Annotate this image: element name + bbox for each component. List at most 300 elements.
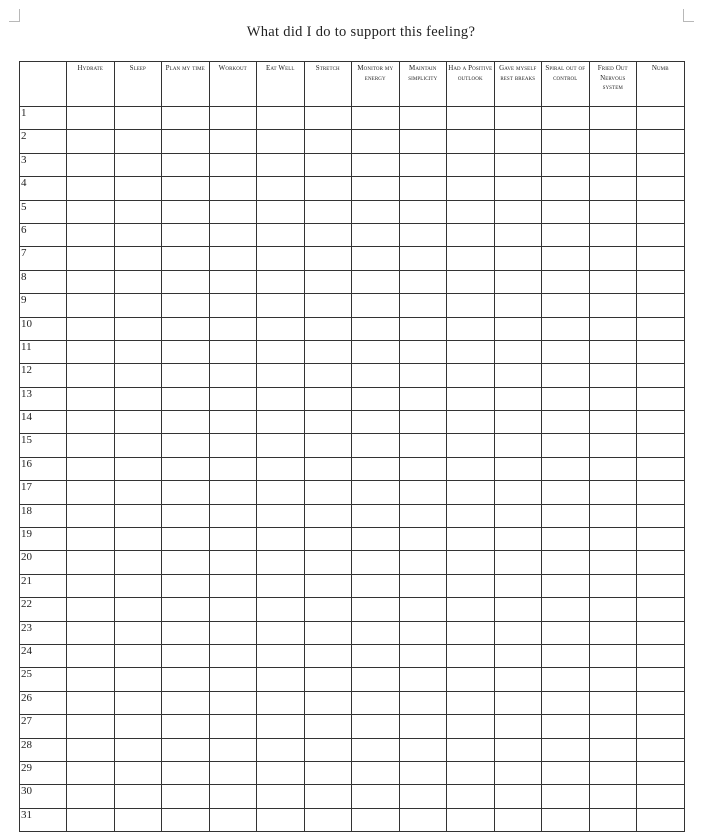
table-cell[interactable] bbox=[542, 551, 590, 574]
table-cell[interactable] bbox=[304, 481, 352, 504]
table-cell[interactable] bbox=[494, 644, 542, 667]
table-cell[interactable] bbox=[542, 738, 590, 761]
table-cell[interactable] bbox=[494, 808, 542, 831]
table-cell[interactable] bbox=[304, 715, 352, 738]
table-cell[interactable] bbox=[67, 785, 115, 808]
table-cell[interactable] bbox=[637, 153, 685, 176]
table-cell[interactable] bbox=[494, 130, 542, 153]
table-cell[interactable] bbox=[67, 247, 115, 270]
table-cell[interactable] bbox=[637, 504, 685, 527]
table-cell[interactable] bbox=[589, 247, 637, 270]
table-cell[interactable] bbox=[209, 364, 257, 387]
table-cell[interactable] bbox=[542, 364, 590, 387]
table-cell[interactable] bbox=[67, 130, 115, 153]
table-cell[interactable] bbox=[162, 340, 210, 363]
table-cell[interactable] bbox=[67, 644, 115, 667]
table-cell[interactable] bbox=[352, 785, 400, 808]
table-cell[interactable] bbox=[447, 340, 495, 363]
table-cell[interactable] bbox=[257, 738, 305, 761]
table-cell[interactable] bbox=[399, 200, 447, 223]
table-cell[interactable] bbox=[209, 294, 257, 317]
table-cell[interactable] bbox=[209, 551, 257, 574]
table-cell[interactable] bbox=[352, 340, 400, 363]
table-cell[interactable] bbox=[447, 153, 495, 176]
table-cell[interactable] bbox=[399, 317, 447, 340]
table-cell[interactable] bbox=[589, 457, 637, 480]
table-cell[interactable] bbox=[257, 644, 305, 667]
table-cell[interactable] bbox=[542, 644, 590, 667]
table-cell[interactable] bbox=[494, 317, 542, 340]
table-cell[interactable] bbox=[209, 785, 257, 808]
table-cell[interactable] bbox=[542, 598, 590, 621]
table-cell[interactable] bbox=[542, 785, 590, 808]
table-cell[interactable] bbox=[637, 107, 685, 130]
table-cell[interactable] bbox=[447, 785, 495, 808]
table-cell[interactable] bbox=[114, 177, 162, 200]
table-cell[interactable] bbox=[209, 761, 257, 784]
table-cell[interactable] bbox=[114, 364, 162, 387]
table-cell[interactable] bbox=[352, 457, 400, 480]
table-cell[interactable] bbox=[257, 340, 305, 363]
table-cell[interactable] bbox=[589, 200, 637, 223]
table-cell[interactable] bbox=[589, 340, 637, 363]
table-cell[interactable] bbox=[637, 317, 685, 340]
table-cell[interactable] bbox=[257, 715, 305, 738]
table-cell[interactable] bbox=[209, 340, 257, 363]
table-cell[interactable] bbox=[399, 153, 447, 176]
table-cell[interactable] bbox=[542, 223, 590, 246]
table-cell[interactable] bbox=[304, 528, 352, 551]
table-cell[interactable] bbox=[114, 153, 162, 176]
table-cell[interactable] bbox=[352, 153, 400, 176]
table-cell[interactable] bbox=[162, 808, 210, 831]
table-cell[interactable] bbox=[162, 621, 210, 644]
table-cell[interactable] bbox=[352, 761, 400, 784]
table-cell[interactable] bbox=[114, 200, 162, 223]
table-cell[interactable] bbox=[162, 434, 210, 457]
table-cell[interactable] bbox=[637, 130, 685, 153]
table-cell[interactable] bbox=[67, 317, 115, 340]
table-cell[interactable] bbox=[209, 574, 257, 597]
table-cell[interactable] bbox=[162, 598, 210, 621]
table-cell[interactable] bbox=[352, 364, 400, 387]
table-cell[interactable] bbox=[352, 270, 400, 293]
table-cell[interactable] bbox=[209, 153, 257, 176]
table-cell[interactable] bbox=[399, 434, 447, 457]
table-cell[interactable] bbox=[494, 364, 542, 387]
table-cell[interactable] bbox=[162, 528, 210, 551]
table-cell[interactable] bbox=[304, 457, 352, 480]
table-cell[interactable] bbox=[257, 411, 305, 434]
table-cell[interactable] bbox=[637, 621, 685, 644]
table-cell[interactable] bbox=[114, 761, 162, 784]
table-cell[interactable] bbox=[399, 761, 447, 784]
table-cell[interactable] bbox=[304, 247, 352, 270]
table-cell[interactable] bbox=[114, 340, 162, 363]
table-cell[interactable] bbox=[494, 270, 542, 293]
table-cell[interactable] bbox=[114, 270, 162, 293]
table-cell[interactable] bbox=[257, 177, 305, 200]
table-cell[interactable] bbox=[209, 457, 257, 480]
table-cell[interactable] bbox=[494, 177, 542, 200]
table-cell[interactable] bbox=[399, 387, 447, 410]
table-cell[interactable] bbox=[114, 621, 162, 644]
table-cell[interactable] bbox=[114, 504, 162, 527]
table-cell[interactable] bbox=[67, 738, 115, 761]
table-cell[interactable] bbox=[304, 294, 352, 317]
table-cell[interactable] bbox=[114, 528, 162, 551]
table-cell[interactable] bbox=[114, 715, 162, 738]
table-cell[interactable] bbox=[352, 294, 400, 317]
table-cell[interactable] bbox=[447, 434, 495, 457]
table-cell[interactable] bbox=[494, 340, 542, 363]
table-cell[interactable] bbox=[209, 715, 257, 738]
table-cell[interactable] bbox=[352, 200, 400, 223]
table-cell[interactable] bbox=[447, 644, 495, 667]
table-cell[interactable] bbox=[352, 528, 400, 551]
table-cell[interactable] bbox=[257, 808, 305, 831]
table-cell[interactable] bbox=[114, 294, 162, 317]
table-cell[interactable] bbox=[494, 551, 542, 574]
table-cell[interactable] bbox=[589, 761, 637, 784]
table-cell[interactable] bbox=[399, 715, 447, 738]
table-cell[interactable] bbox=[589, 738, 637, 761]
table-cell[interactable] bbox=[257, 504, 305, 527]
table-cell[interactable] bbox=[494, 153, 542, 176]
table-cell[interactable] bbox=[494, 504, 542, 527]
table-cell[interactable] bbox=[494, 481, 542, 504]
table-cell[interactable] bbox=[352, 691, 400, 714]
table-cell[interactable] bbox=[67, 504, 115, 527]
table-cell[interactable] bbox=[67, 177, 115, 200]
table-cell[interactable] bbox=[352, 411, 400, 434]
table-cell[interactable] bbox=[162, 270, 210, 293]
table-cell[interactable] bbox=[162, 130, 210, 153]
table-cell[interactable] bbox=[542, 434, 590, 457]
table-cell[interactable] bbox=[399, 270, 447, 293]
table-cell[interactable] bbox=[352, 177, 400, 200]
table-cell[interactable] bbox=[494, 247, 542, 270]
table-cell[interactable] bbox=[447, 808, 495, 831]
table-cell[interactable] bbox=[304, 668, 352, 691]
table-cell[interactable] bbox=[399, 340, 447, 363]
table-cell[interactable] bbox=[114, 668, 162, 691]
table-cell[interactable] bbox=[162, 644, 210, 667]
table-cell[interactable] bbox=[67, 200, 115, 223]
table-cell[interactable] bbox=[589, 528, 637, 551]
table-cell[interactable] bbox=[209, 528, 257, 551]
table-cell[interactable] bbox=[304, 411, 352, 434]
table-cell[interactable] bbox=[67, 551, 115, 574]
table-cell[interactable] bbox=[399, 598, 447, 621]
table-cell[interactable] bbox=[114, 691, 162, 714]
table-cell[interactable] bbox=[447, 574, 495, 597]
table-cell[interactable] bbox=[399, 691, 447, 714]
table-cell[interactable] bbox=[352, 668, 400, 691]
table-cell[interactable] bbox=[399, 481, 447, 504]
table-cell[interactable] bbox=[494, 223, 542, 246]
table-cell[interactable] bbox=[257, 574, 305, 597]
table-cell[interactable] bbox=[589, 574, 637, 597]
table-cell[interactable] bbox=[209, 691, 257, 714]
table-cell[interactable] bbox=[542, 411, 590, 434]
table-cell[interactable] bbox=[447, 200, 495, 223]
table-cell[interactable] bbox=[352, 621, 400, 644]
table-cell[interactable] bbox=[257, 528, 305, 551]
table-cell[interactable] bbox=[399, 294, 447, 317]
table-cell[interactable] bbox=[114, 434, 162, 457]
table-cell[interactable] bbox=[67, 411, 115, 434]
table-cell[interactable] bbox=[494, 598, 542, 621]
table-cell[interactable] bbox=[494, 621, 542, 644]
table-cell[interactable] bbox=[589, 130, 637, 153]
table-cell[interactable] bbox=[637, 738, 685, 761]
table-cell[interactable] bbox=[542, 457, 590, 480]
table-cell[interactable] bbox=[399, 574, 447, 597]
table-cell[interactable] bbox=[257, 223, 305, 246]
table-cell[interactable] bbox=[589, 691, 637, 714]
table-cell[interactable] bbox=[209, 130, 257, 153]
table-cell[interactable] bbox=[589, 364, 637, 387]
table-cell[interactable] bbox=[162, 294, 210, 317]
table-cell[interactable] bbox=[542, 270, 590, 293]
table-cell[interactable] bbox=[589, 621, 637, 644]
table-cell[interactable] bbox=[542, 294, 590, 317]
table-cell[interactable] bbox=[494, 294, 542, 317]
table-cell[interactable] bbox=[494, 200, 542, 223]
table-cell[interactable] bbox=[542, 387, 590, 410]
table-cell[interactable] bbox=[209, 200, 257, 223]
table-cell[interactable] bbox=[352, 107, 400, 130]
table-cell[interactable] bbox=[494, 107, 542, 130]
table-cell[interactable] bbox=[494, 574, 542, 597]
table-cell[interactable] bbox=[494, 411, 542, 434]
table-cell[interactable] bbox=[637, 598, 685, 621]
table-cell[interactable] bbox=[637, 364, 685, 387]
table-cell[interactable] bbox=[162, 715, 210, 738]
table-cell[interactable] bbox=[304, 223, 352, 246]
table-cell[interactable] bbox=[114, 808, 162, 831]
table-cell[interactable] bbox=[114, 387, 162, 410]
table-cell[interactable] bbox=[447, 481, 495, 504]
table-cell[interactable] bbox=[304, 107, 352, 130]
table-cell[interactable] bbox=[399, 738, 447, 761]
table-cell[interactable] bbox=[589, 644, 637, 667]
table-cell[interactable] bbox=[67, 387, 115, 410]
table-cell[interactable] bbox=[589, 223, 637, 246]
table-cell[interactable] bbox=[114, 457, 162, 480]
table-cell[interactable] bbox=[447, 528, 495, 551]
table-cell[interactable] bbox=[542, 177, 590, 200]
table-cell[interactable] bbox=[399, 528, 447, 551]
table-cell[interactable] bbox=[67, 270, 115, 293]
table-cell[interactable] bbox=[494, 528, 542, 551]
table-cell[interactable] bbox=[447, 364, 495, 387]
table-cell[interactable] bbox=[209, 317, 257, 340]
table-cell[interactable] bbox=[589, 785, 637, 808]
table-cell[interactable] bbox=[162, 668, 210, 691]
table-cell[interactable] bbox=[542, 340, 590, 363]
table-cell[interactable] bbox=[637, 223, 685, 246]
table-cell[interactable] bbox=[114, 574, 162, 597]
table-cell[interactable] bbox=[209, 738, 257, 761]
table-cell[interactable] bbox=[542, 621, 590, 644]
table-cell[interactable] bbox=[637, 668, 685, 691]
table-cell[interactable] bbox=[542, 691, 590, 714]
table-cell[interactable] bbox=[542, 153, 590, 176]
table-cell[interactable] bbox=[304, 574, 352, 597]
table-cell[interactable] bbox=[399, 808, 447, 831]
table-cell[interactable] bbox=[637, 247, 685, 270]
table-cell[interactable] bbox=[257, 200, 305, 223]
table-cell[interactable] bbox=[494, 738, 542, 761]
table-cell[interactable] bbox=[399, 247, 447, 270]
table-cell[interactable] bbox=[162, 107, 210, 130]
table-cell[interactable] bbox=[162, 387, 210, 410]
table-cell[interactable] bbox=[447, 107, 495, 130]
table-cell[interactable] bbox=[257, 434, 305, 457]
table-cell[interactable] bbox=[209, 644, 257, 667]
table-cell[interactable] bbox=[589, 153, 637, 176]
table-cell[interactable] bbox=[209, 223, 257, 246]
table-cell[interactable] bbox=[67, 574, 115, 597]
table-cell[interactable] bbox=[447, 668, 495, 691]
table-cell[interactable] bbox=[67, 153, 115, 176]
table-cell[interactable] bbox=[447, 130, 495, 153]
table-cell[interactable] bbox=[542, 247, 590, 270]
table-cell[interactable] bbox=[352, 481, 400, 504]
table-cell[interactable] bbox=[542, 528, 590, 551]
table-cell[interactable] bbox=[67, 294, 115, 317]
table-cell[interactable] bbox=[542, 668, 590, 691]
table-cell[interactable] bbox=[447, 411, 495, 434]
table-cell[interactable] bbox=[447, 621, 495, 644]
table-cell[interactable] bbox=[494, 761, 542, 784]
table-cell[interactable] bbox=[399, 130, 447, 153]
table-cell[interactable] bbox=[162, 177, 210, 200]
table-cell[interactable] bbox=[162, 457, 210, 480]
table-cell[interactable] bbox=[304, 691, 352, 714]
table-cell[interactable] bbox=[589, 317, 637, 340]
table-cell[interactable] bbox=[589, 387, 637, 410]
table-cell[interactable] bbox=[257, 153, 305, 176]
table-cell[interactable] bbox=[257, 107, 305, 130]
table-cell[interactable] bbox=[542, 317, 590, 340]
table-cell[interactable] bbox=[209, 668, 257, 691]
table-cell[interactable] bbox=[352, 808, 400, 831]
table-cell[interactable] bbox=[399, 457, 447, 480]
table-cell[interactable] bbox=[162, 247, 210, 270]
table-cell[interactable] bbox=[304, 387, 352, 410]
table-cell[interactable] bbox=[447, 457, 495, 480]
table-cell[interactable] bbox=[162, 411, 210, 434]
table-cell[interactable] bbox=[67, 715, 115, 738]
table-cell[interactable] bbox=[542, 574, 590, 597]
table-cell[interactable] bbox=[67, 528, 115, 551]
table-cell[interactable] bbox=[304, 504, 352, 527]
table-cell[interactable] bbox=[494, 434, 542, 457]
table-cell[interactable] bbox=[447, 270, 495, 293]
table-cell[interactable] bbox=[637, 691, 685, 714]
table-cell[interactable] bbox=[209, 411, 257, 434]
table-cell[interactable] bbox=[352, 130, 400, 153]
table-cell[interactable] bbox=[67, 223, 115, 246]
table-cell[interactable] bbox=[257, 317, 305, 340]
table-cell[interactable] bbox=[399, 644, 447, 667]
table-cell[interactable] bbox=[162, 364, 210, 387]
table-cell[interactable] bbox=[67, 481, 115, 504]
table-cell[interactable] bbox=[162, 551, 210, 574]
table-cell[interactable] bbox=[209, 504, 257, 527]
table-cell[interactable] bbox=[304, 621, 352, 644]
table-cell[interactable] bbox=[209, 434, 257, 457]
table-cell[interactable] bbox=[209, 808, 257, 831]
table-cell[interactable] bbox=[637, 411, 685, 434]
table-cell[interactable] bbox=[542, 130, 590, 153]
table-cell[interactable] bbox=[304, 177, 352, 200]
table-cell[interactable] bbox=[162, 481, 210, 504]
table-cell[interactable] bbox=[257, 294, 305, 317]
table-cell[interactable] bbox=[114, 785, 162, 808]
table-cell[interactable] bbox=[257, 761, 305, 784]
table-cell[interactable] bbox=[637, 574, 685, 597]
table-cell[interactable] bbox=[542, 504, 590, 527]
table-cell[interactable] bbox=[637, 340, 685, 363]
table-cell[interactable] bbox=[304, 785, 352, 808]
table-cell[interactable] bbox=[447, 294, 495, 317]
table-cell[interactable] bbox=[209, 247, 257, 270]
table-cell[interactable] bbox=[67, 808, 115, 831]
table-cell[interactable] bbox=[257, 551, 305, 574]
table-cell[interactable] bbox=[114, 107, 162, 130]
table-cell[interactable] bbox=[209, 621, 257, 644]
table-cell[interactable] bbox=[637, 481, 685, 504]
table-cell[interactable] bbox=[494, 691, 542, 714]
table-cell[interactable] bbox=[209, 107, 257, 130]
table-cell[interactable] bbox=[447, 691, 495, 714]
table-cell[interactable] bbox=[304, 270, 352, 293]
table-cell[interactable] bbox=[114, 411, 162, 434]
table-cell[interactable] bbox=[162, 317, 210, 340]
table-cell[interactable] bbox=[67, 434, 115, 457]
table-cell[interactable] bbox=[542, 107, 590, 130]
table-cell[interactable] bbox=[67, 598, 115, 621]
table-cell[interactable] bbox=[304, 130, 352, 153]
table-cell[interactable] bbox=[637, 644, 685, 667]
table-cell[interactable] bbox=[589, 107, 637, 130]
table-cell[interactable] bbox=[67, 691, 115, 714]
table-cell[interactable] bbox=[67, 457, 115, 480]
table-cell[interactable] bbox=[542, 808, 590, 831]
table-cell[interactable] bbox=[494, 668, 542, 691]
table-cell[interactable] bbox=[589, 270, 637, 293]
table-cell[interactable] bbox=[447, 761, 495, 784]
table-cell[interactable] bbox=[447, 223, 495, 246]
table-cell[interactable] bbox=[257, 481, 305, 504]
table-cell[interactable] bbox=[399, 364, 447, 387]
table-cell[interactable] bbox=[637, 457, 685, 480]
table-cell[interactable] bbox=[494, 457, 542, 480]
table-cell[interactable] bbox=[637, 785, 685, 808]
table-cell[interactable] bbox=[209, 387, 257, 410]
table-cell[interactable] bbox=[209, 598, 257, 621]
table-cell[interactable] bbox=[637, 761, 685, 784]
table-cell[interactable] bbox=[399, 107, 447, 130]
table-cell[interactable] bbox=[114, 317, 162, 340]
table-cell[interactable] bbox=[162, 504, 210, 527]
table-cell[interactable] bbox=[304, 644, 352, 667]
table-cell[interactable] bbox=[637, 177, 685, 200]
